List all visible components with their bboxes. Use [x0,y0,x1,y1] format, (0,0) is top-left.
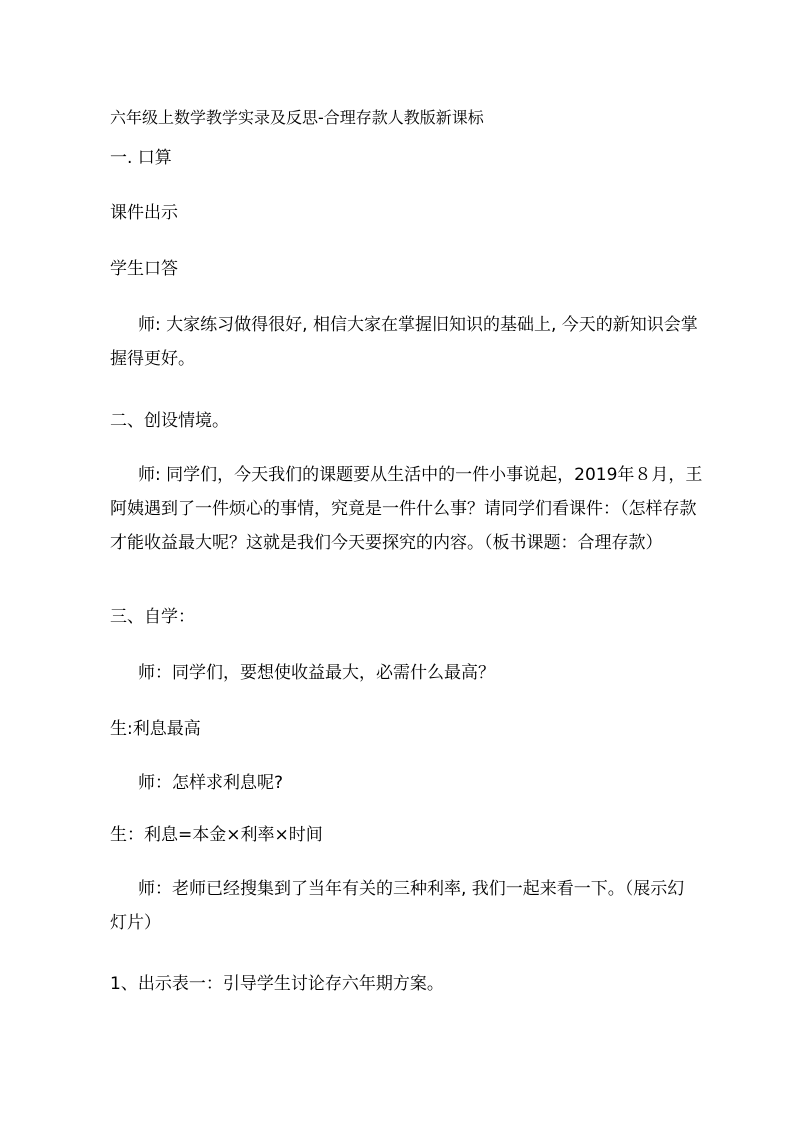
paragraph-row: 师: 大家练习做得很好, 相信大家在掌握旧知识的基础上, 今天的新知识会掌 [138,315,698,335]
paragraph-row: 师: 同学们，今天我们的课题要从生活中的一件小事说起，2019年８月，王 [138,465,703,485]
paragraph-row: 灯片） [110,913,161,933]
section-heading-scenario: 二、创设情境。 [110,411,229,431]
text-student-answer-interest: 生:利息最高 [110,719,201,739]
paragraph-row: 阿姨遇到了一件烦心的事情，究竟是一件什么事？请同学们看课件：（怎样存款 [110,499,697,519]
paragraph-row: 才能收益最大呢？这就是我们今天要探究的内容。（板书课题：合理存款） [110,533,663,553]
paragraph-teacher-intro [110,458,736,560]
text-courseware-shown: 课件出示 [110,203,178,223]
text-students-answer: 学生口答 [110,259,178,279]
document-title: 六年级上数学教学实录及反思-合理存款人教版新课标 [110,108,484,127]
paragraph-teacher-praise [110,308,736,376]
text-student-formula: 生：利息=本金×利率×时间 [110,825,323,845]
section-heading-self-study: 三、自学： [110,607,195,627]
paragraph-row: 握得更好。 [110,349,195,369]
text-teacher-how-interest: 师：怎样求利息呢? [138,773,284,793]
paragraph-row: 师：老师已经搜集到了当年有关的三种利率, 我们一起来看一下。（展示幻 [138,879,685,899]
text-teacher-question: 师：同学们，要想使收益最大，必需什么最高？ [138,663,495,683]
section-heading-oral-arithmetic: 一. 口算 [110,148,172,168]
paragraph-teacher-rates [110,872,736,940]
text-item-table-one: 1、出示表一：引导学生讨论存六年期方案。 [110,974,444,994]
